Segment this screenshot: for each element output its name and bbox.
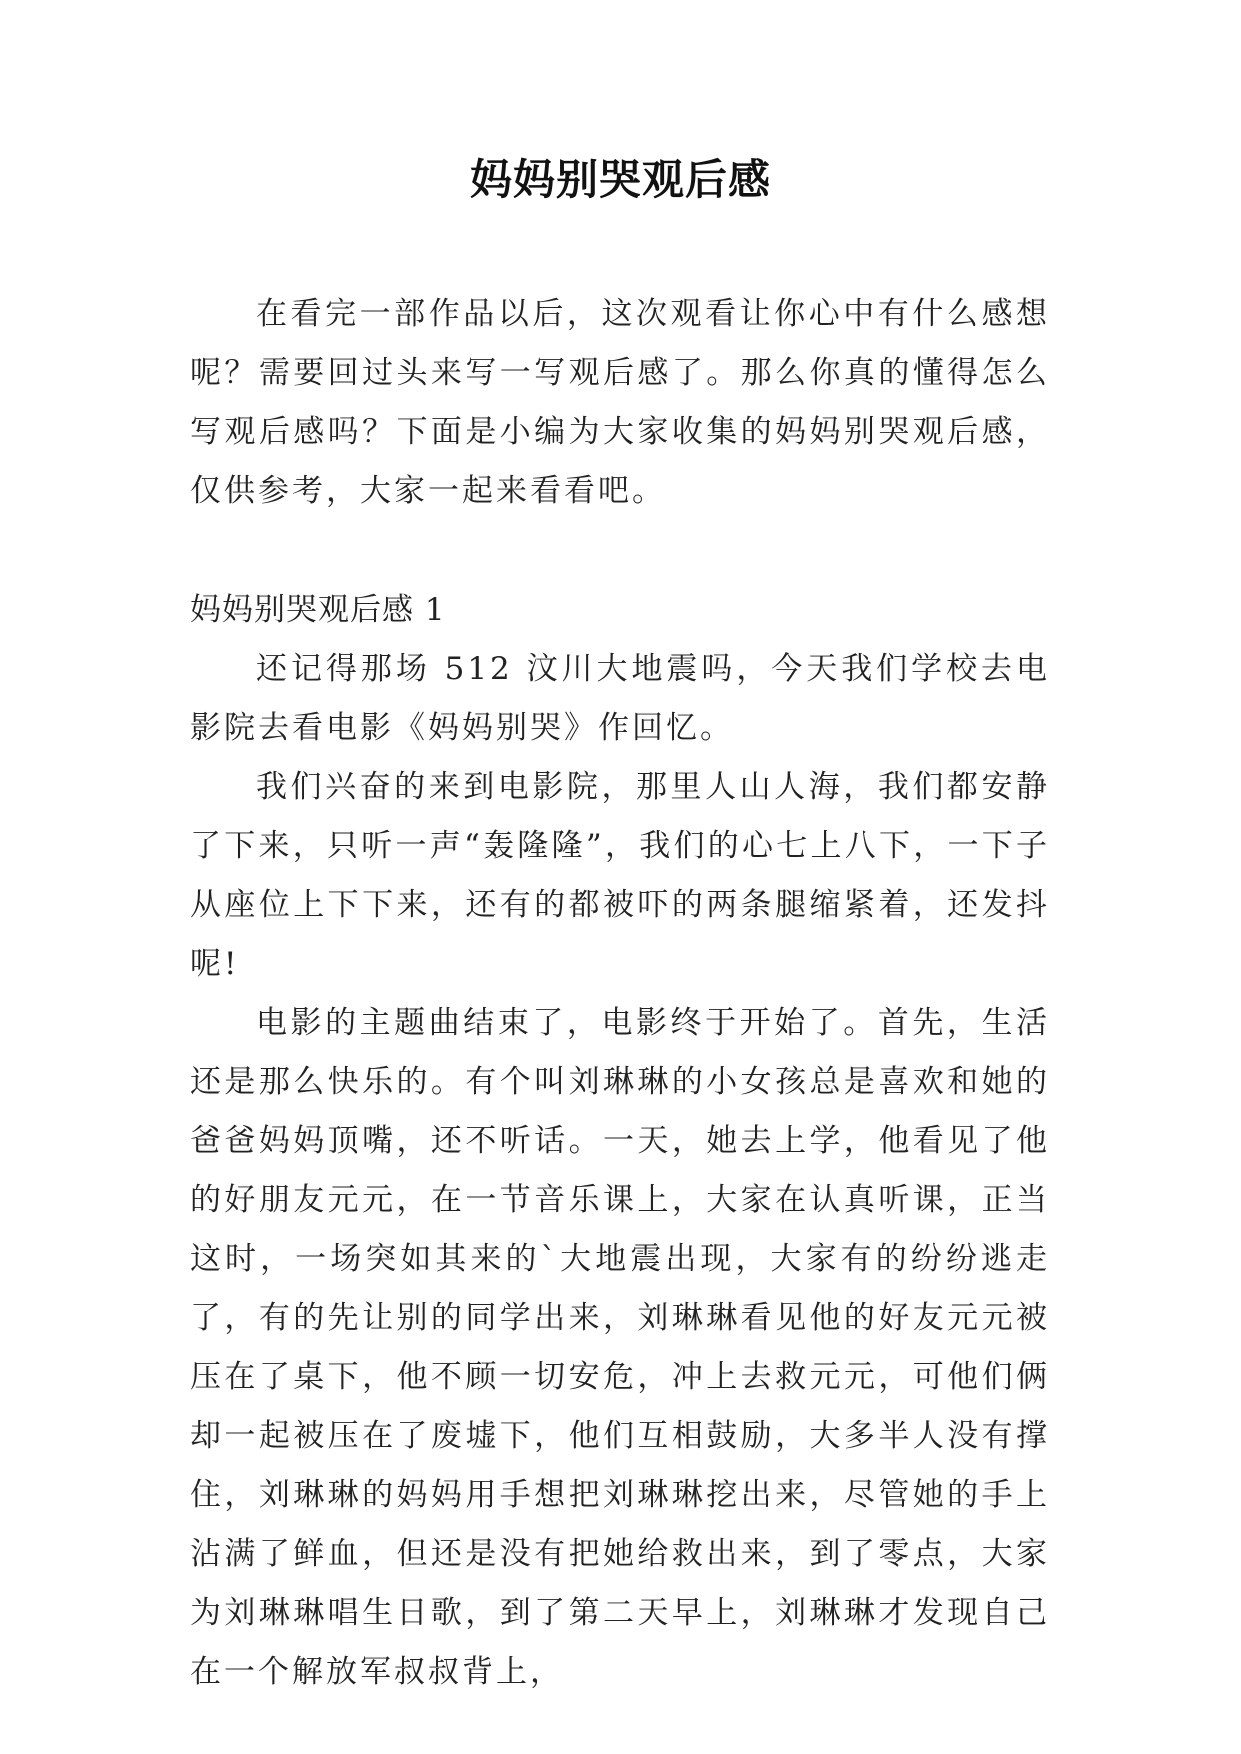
intro-paragraph: 在看完一部作品以后，这次观看让你心中有什么感想呢？需要回过头来写一写观后感了。那么你真的懂得怎么写观后感吗？下面是小编为大家收集的妈妈别哭观后感，仅供参考，大家一起来看看吧。 xyxy=(190,296,1050,509)
section-heading: 妈妈别哭观后感 1 xyxy=(190,592,446,628)
body-paragraph: 我们兴奋的来到电影院，那里人山人海，我们都安静了下来，只听一声“轰隆隆”，我们的心七上八下，一下子从座位上下下来，还有的都被吓的两条腿缩紧着，还发抖呢! xyxy=(190,769,1050,982)
document-title: 妈妈别哭观后感 xyxy=(469,155,771,204)
body-paragraph: 还记得那场 512 汶川大地震吗，今天我们学校去电影院去看电影《妈妈别哭》作回忆。 xyxy=(190,651,1050,746)
body-paragraph: 电影的主题曲结束了，电影终于开始了。首先，生活还是那么快乐的。有个叫刘琳琳的小女孩总是喜欢和她的爸爸妈妈顶嘴，还不听话。一天，她去上学，他看见了他的好朋友元元，在一节音乐课上，大家在认真听课，正当这时，一场突如其来的`大地震出现，大家有的纷纷逃走了，有的先让别的同学出来，刘琳琳看见他的好友元元被压在了桌下，他不顾一切安危，冲上去救元元，可他们俩却一起被压在了废墟下，他们互相鼓励，大多半人没有撑住，刘琳琳的妈妈用手想把刘琳琳挖出来，尽管她的手上沾满了鲜血，但还是没有把她给救出来，到了零点，大家为刘琳琳唱生日歌，到了第二天早上，刘琳琳才发现自己在一个解放军叔叔背上， xyxy=(190,1005,1050,1690)
document-body xyxy=(190,285,1050,1702)
